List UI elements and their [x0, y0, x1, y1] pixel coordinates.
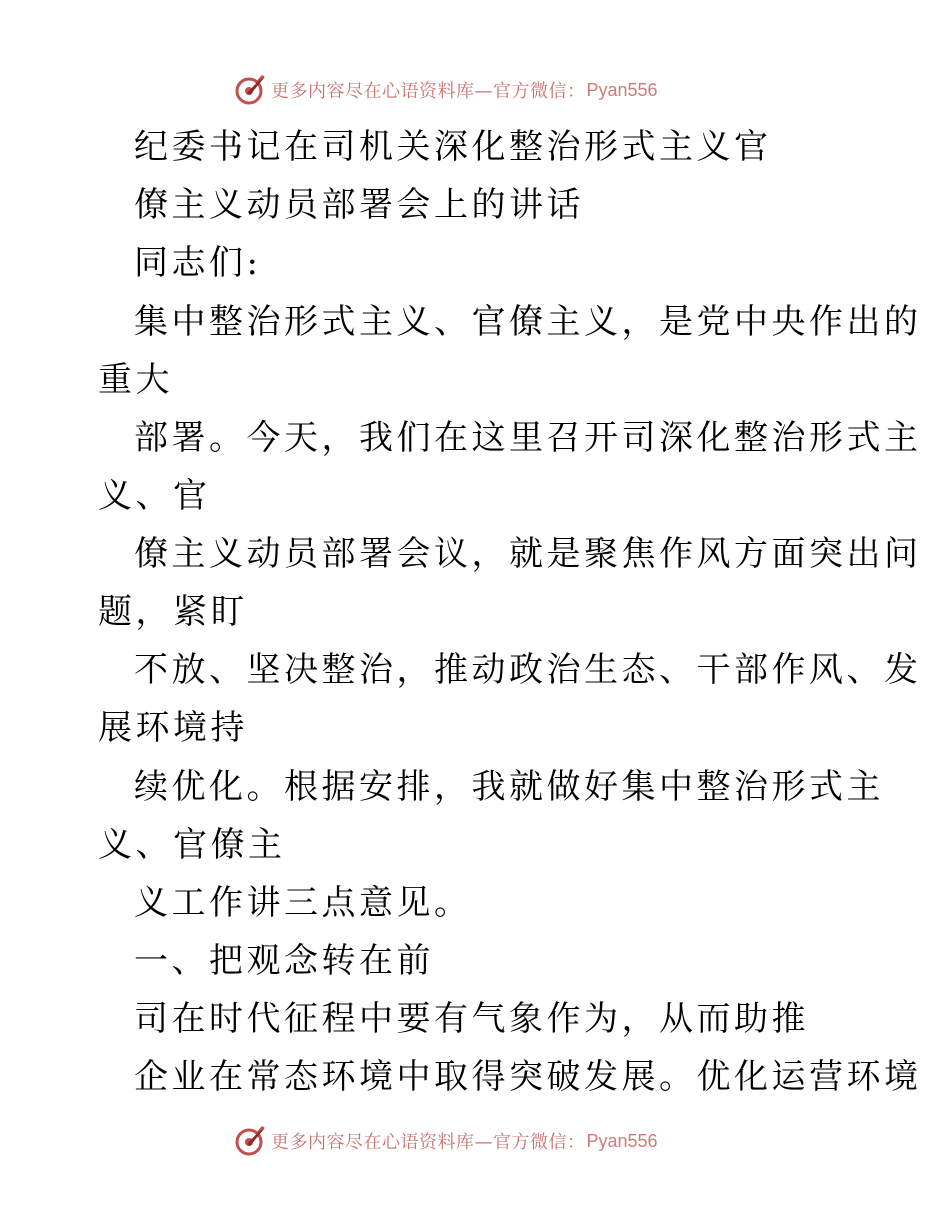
paragraph-line: 司在时代征程中要有气象作为，从而助推 — [134, 999, 809, 1039]
paragraph-line: 义、官 — [98, 476, 211, 516]
paragraph-line: 企业在常态环境中取得突破发展。优化运营环境 — [134, 1057, 922, 1097]
paragraph-line: 展环境持 — [98, 708, 248, 748]
paragraph-line: 僚主义动员部署会议，就是聚焦作风方面突出问 — [134, 534, 922, 574]
watermark-text: 更多内容尽在心语资料库—官方微信： — [271, 1132, 586, 1153]
paragraph-line: 重大 — [98, 360, 173, 400]
quill-logo-icon — [233, 73, 267, 107]
salutation: 同志们: — [134, 243, 262, 283]
section-heading: 一、把观念转在前 — [134, 941, 434, 981]
watermark-footer — [233, 1124, 753, 1158]
paragraph-line: 义工作讲三点意见。 — [134, 883, 472, 923]
quill-logo-icon — [233, 1124, 267, 1158]
paragraph-line: 义、官僚主 — [98, 825, 286, 865]
paragraph-line: 题，紧盯 — [98, 592, 248, 632]
paragraph-line: 续优化。根据安排，我就做好集中整治形式主 — [134, 767, 884, 807]
document-title-line-1: 纪委书记在司机关深化整治形式主义官 — [134, 127, 772, 167]
document-title-line-2: 僚主义动员部署会上的讲话 — [134, 185, 584, 225]
watermark-header — [233, 73, 753, 107]
paragraph-line: 部署。今天，我们在这里召开司深化整治形式主 — [134, 418, 922, 458]
paragraph-line: 集中整治形式主义、官僚主义，是党中央作出的 — [134, 302, 922, 342]
watermark-text: 更多内容尽在心语资料库—官方微信： — [271, 81, 586, 102]
paragraph-line: 不放、坚决整治，推动政治生态、干部作风、发 — [134, 650, 922, 690]
watermark-wechat-id: Pyan556 — [586, 1130, 658, 1151]
watermark-wechat-id: Pyan556 — [586, 79, 658, 100]
